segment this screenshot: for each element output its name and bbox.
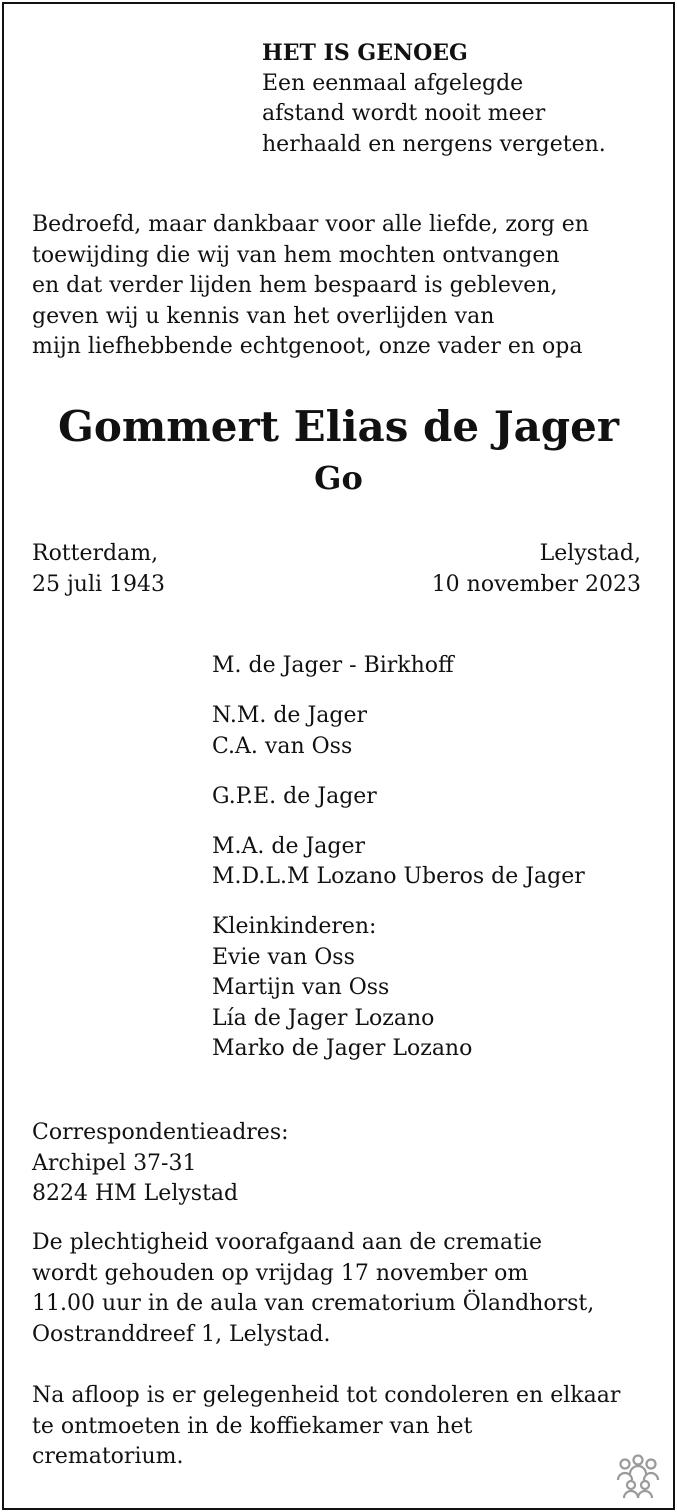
intro-line: toewijding die wij van hem mochten ontvangen: [32, 242, 560, 268]
family-member: G.P.E. de Jager: [212, 783, 377, 809]
intro-line: geven wij u kennis van het overlijden van: [32, 303, 495, 329]
deceased-nickname: Go: [314, 459, 363, 497]
grandchildren-label: Kleinkinderen:: [212, 914, 377, 939]
family-member: M. de Jager - Birkhoff: [212, 653, 454, 678]
family-list: [212, 651, 585, 1084]
ceremony-line: De plechtigheid voorafgaand aan de crematie: [32, 1230, 543, 1255]
family-member: Marko de Jager Lozano: [212, 1036, 473, 1061]
afterwards-line: Na afloop is er gelegenheid tot condoleren en elkaar: [32, 1383, 621, 1408]
family-group-child: [212, 701, 585, 762]
birth-place: Rotterdam,: [32, 541, 159, 566]
afterwards-line: te ontmoeten in de koffiekamer van het: [32, 1413, 473, 1439]
ceremony-line: 11.00 uur in de aula van crematorium Ölandhorst,: [32, 1291, 595, 1316]
family-group-spouse: [212, 651, 585, 682]
family-member: Evie van Oss: [212, 944, 355, 970]
family-member: Martijn van Oss: [212, 975, 390, 1000]
poem: [262, 38, 606, 160]
intro-line: en dat verder lijden hem bespaard is gebleven,: [32, 273, 558, 298]
intro-text: [32, 210, 589, 363]
correspondence-address: [32, 1118, 289, 1210]
family-member: M.A. de Jager: [212, 833, 366, 859]
family-member: Lía de Jager Lozano: [212, 1005, 435, 1031]
poem-line: herhaald en nergens vergeten.: [262, 131, 606, 157]
intro-line: Bedroefd, maar dankbaar voor alle liefde, zorg en: [32, 212, 589, 237]
ceremony-line: Oostranddreef 1, Lelystad.: [32, 1321, 331, 1347]
family-member: M.D.L.M Lozano Uberos de Jager: [212, 864, 585, 889]
family-member: C.A. van Oss: [212, 733, 353, 759]
family-group-child: [212, 782, 585, 813]
deceased-name: Gommert Elias de Jager: [57, 402, 620, 451]
death-place: Lelystad,: [539, 541, 641, 566]
family-group-child: [212, 832, 585, 893]
birth-date: 25 juli 1943: [32, 571, 166, 597]
death-info: [432, 539, 641, 600]
death-date: 10 november 2023: [431, 571, 641, 597]
family-member: N.M. de Jager: [212, 703, 367, 728]
intro-line: mijn liefhebbende echtgenoot, onze vader en opa: [32, 334, 583, 359]
address-street: Archipel 37-31: [32, 1150, 197, 1176]
ceremony-line: wordt gehouden op vrijdag 17 november om: [32, 1260, 529, 1286]
afterwards-line: crematorium.: [32, 1444, 184, 1469]
birth-info: [32, 539, 165, 600]
address-label: Correspondentieadres:: [32, 1120, 289, 1145]
people-group-icon: [615, 1452, 661, 1500]
family-group-grandchildren: [212, 912, 585, 1065]
address-city: 8224 HM Lelystad: [32, 1181, 239, 1206]
afterwards-text: [32, 1381, 620, 1473]
poem-title: HET IS GENOEG: [262, 40, 468, 66]
ceremony-text: [32, 1228, 594, 1350]
poem-line: afstand wordt nooit meer: [262, 101, 546, 126]
poem-line: Een eenmaal afgelegde: [262, 70, 524, 96]
